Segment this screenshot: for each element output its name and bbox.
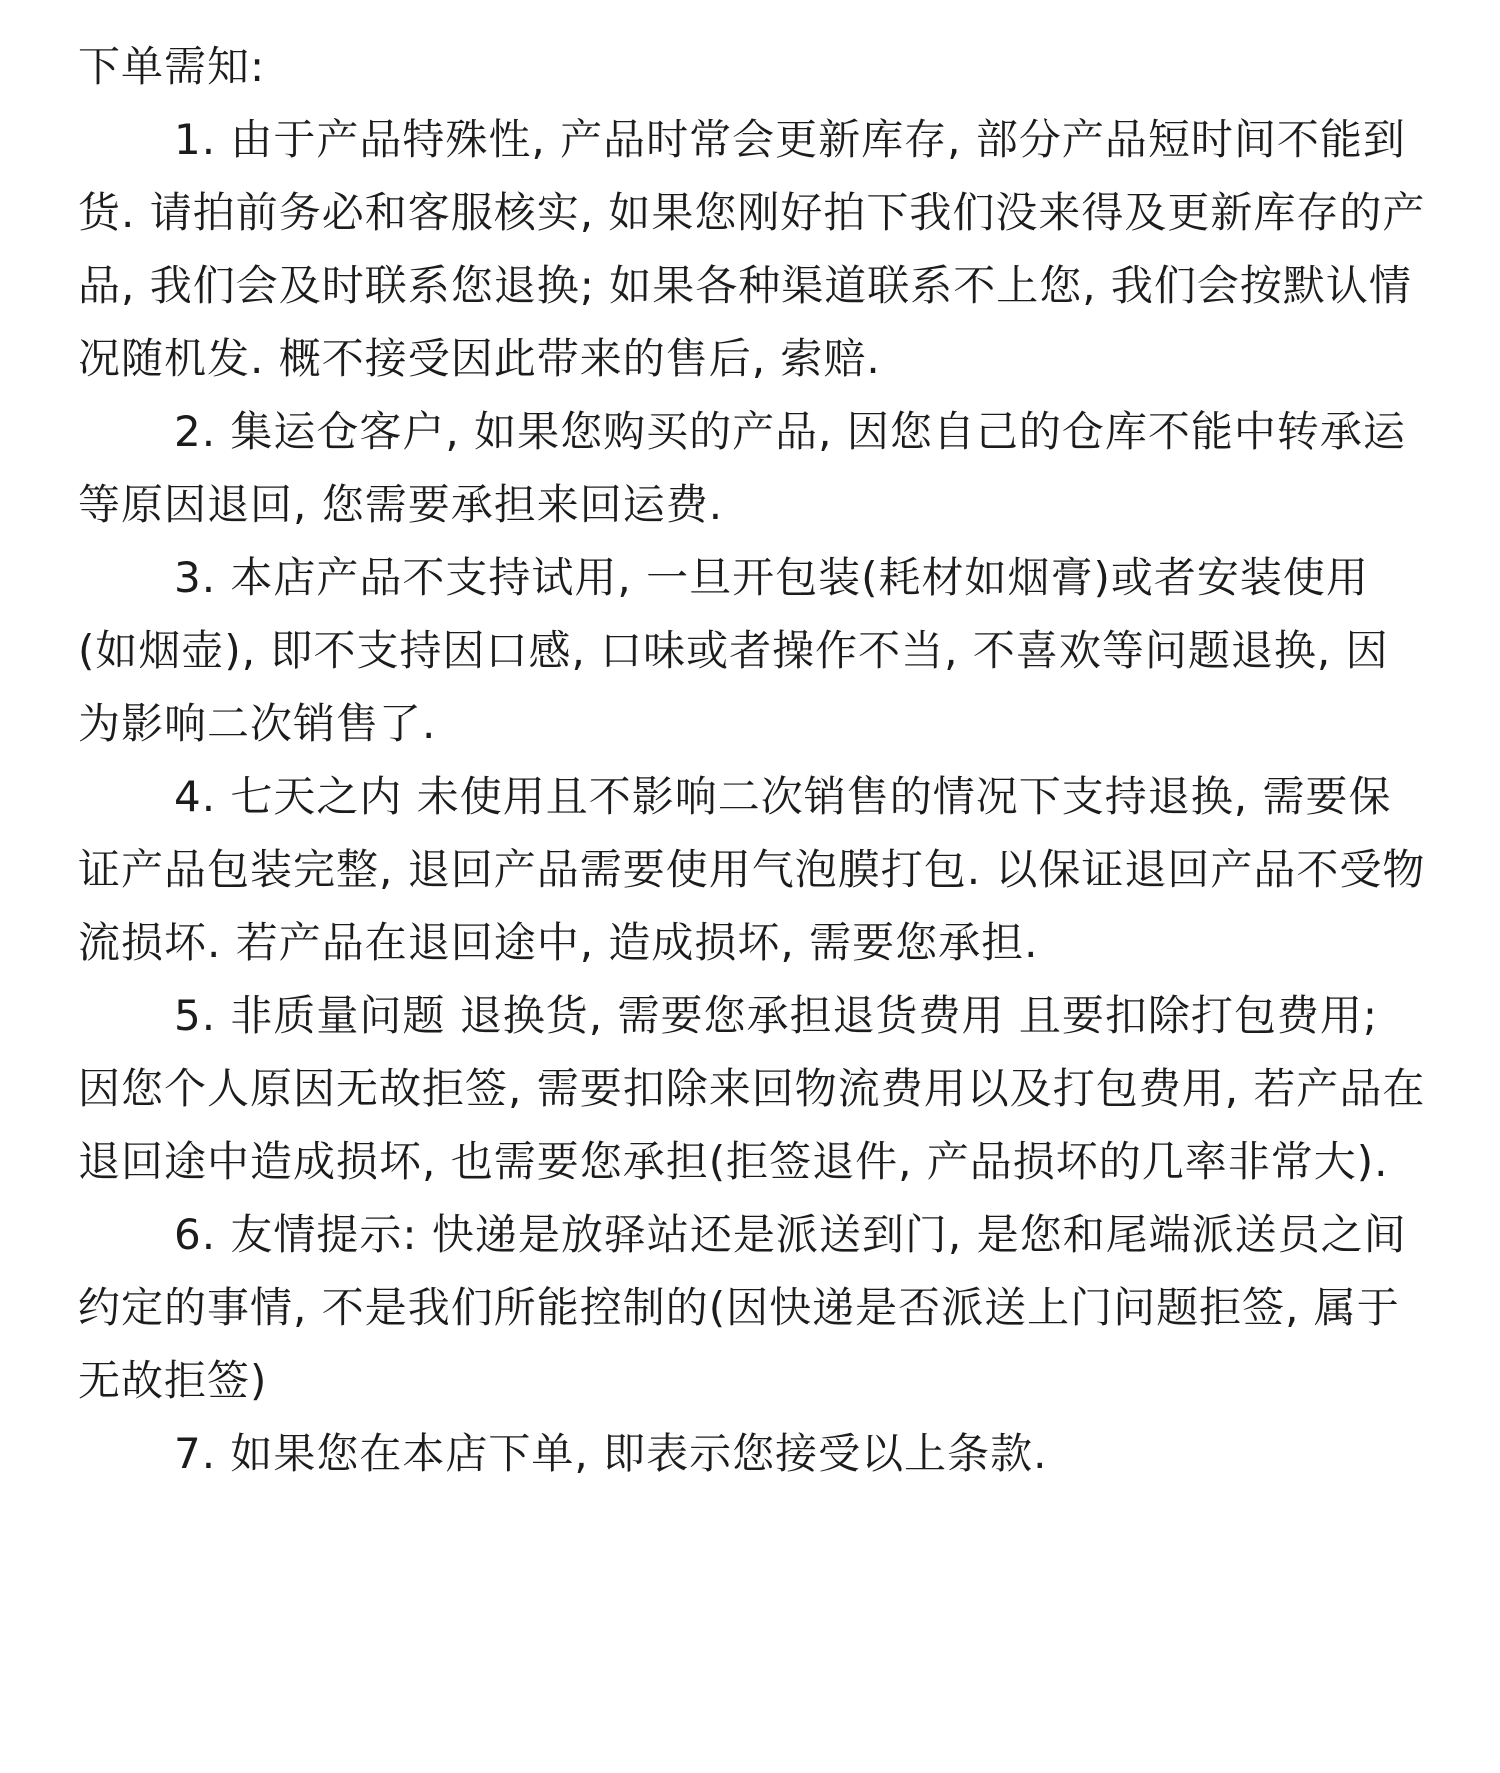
term-item-5: 5. 非质量问题 退换货, 需要您承担退货费用 且要扣除打包费用; 因您个人原因无故拒签, 需要扣除来回物流费用以及打包费用, 若产品在退回途中造成损坏, 也需要您承担(拒签退件, 产品损坏的几率非常大). bbox=[78, 991, 1426, 1186]
term-item-1: 1. 由于产品特殊性, 产品时常会更新库存, 部分产品短时间不能到货. 请拍前务必和客服核实, 如果您刚好拍下我们没来得及更新库存的产品, 我们会及时联系您退换; 如果各种渠道联系不上您, 我们会按默认情况随机发. 概不接受因此带来的售后, 索赔. bbox=[78, 115, 1426, 383]
term-item-3: 3. 本店产品不支持试用, 一旦开包装(耗材如烟膏)或者安装使用(如烟壶), 即不支持因口感, 口味或者操作不当, 不喜欢等问题退换, 因为影响二次销售了. bbox=[78, 553, 1389, 748]
term-item-7: 7. 如果您在本店下单, 即表示您接受以上条款. bbox=[174, 1429, 1048, 1478]
terms-list bbox=[78, 103, 1428, 1490]
notice-title: 下单需知: bbox=[78, 42, 266, 91]
term-item-6: 6. 友情提示: 快递是放驿站还是派送到门, 是您和尾端派送员之间约定的事情, 不是我们所能控制的(因快递是否派送上门问题拒签, 属于无故拒签) bbox=[78, 1210, 1407, 1405]
order-notice bbox=[78, 30, 1428, 1490]
term-item-4: 4. 七天之内 未使用且不影响二次销售的情况下支持退换, 需要保证产品包装完整, 退回产品需要使用气泡膜打包. 以保证退回产品不受物流损坏. 若产品在退回途中, 造成损坏, 需要您承担. bbox=[78, 772, 1426, 967]
term-item-2: 2. 集运仓客户, 如果您购买的产品, 因您自己的仓库不能中转承运等原因退回, 您需要承担来回运费. bbox=[78, 407, 1406, 529]
